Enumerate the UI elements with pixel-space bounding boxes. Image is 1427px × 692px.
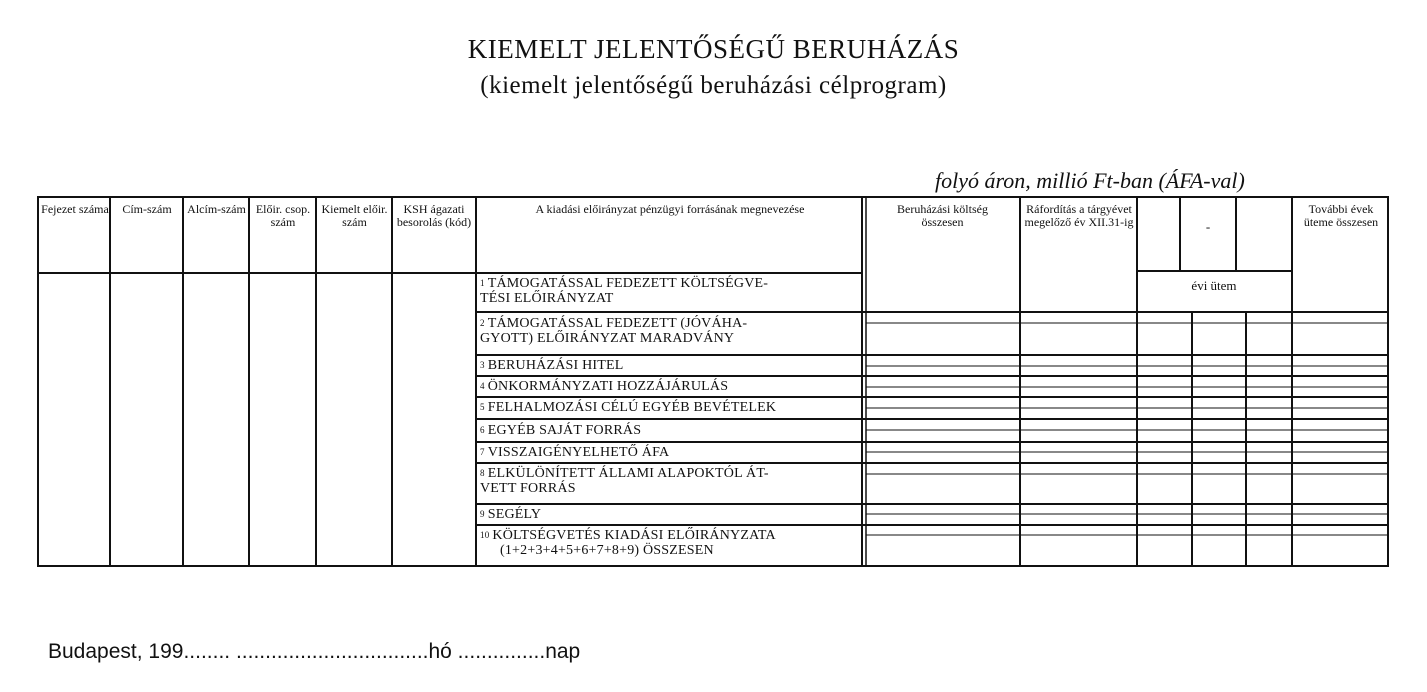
header-kiemelt: Kiemelt előir. szám: [321, 202, 388, 229]
source-row-3: $^3$ BERUHÁZÁSI HITEL: [480, 358, 624, 373]
source-row-1: $^1$ TÁMOGATÁSSAL FEDEZETT KÖLTSÉGVE- TÉSI ELŐIRÁNYZAT: [480, 276, 769, 306]
page-subtitle: (kiemelt jelentőségű beruházási célprogram): [480, 72, 947, 99]
source-row-10: $^{10}$ KÖLTSÉGVETÉS KIADÁSI ELŐIRÁNYZATA (1+2+3+4+5+6+7+8+9) ÖSSZESEN: [480, 528, 776, 558]
footer-date-line: Budapest, 199........ .................................hó ...............nap: [48, 640, 581, 663]
source-row-4: $^4$ ÖNKORMÁNYZATI HOZZÁJÁRULÁS: [480, 379, 729, 394]
header-raforditas: Ráfordítás a tárgyévet megelőző év XII.31-ig: [1024, 202, 1134, 229]
source-row-9: $^9$ SEGÉLY: [480, 507, 542, 522]
header-cim: Cím-szám: [122, 202, 172, 216]
source-row-7: $^7$ VISSZAIGÉNYELHETŐ ÁFA: [480, 445, 670, 460]
header-ksh: KSH ágazati besorolás (kód): [396, 202, 472, 229]
header-alcim: Alcím-szám: [187, 202, 246, 216]
source-row-2: $^2$ TÁMOGATÁSSAL FEDEZETT (JÓVÁHA- GYOTT) ELŐIRÁNYZAT MARADVÁNY: [480, 316, 748, 346]
page-title: KIEMELT JELENTŐSÉGŰ BERUHÁZÁS: [467, 34, 960, 64]
header-eloir-csop: Előir. csop. szám: [255, 202, 311, 229]
header-year-dash: -: [1205, 219, 1211, 234]
source-row-6: $^6$ EGYÉB SAJÁT FORRÁS: [480, 423, 642, 438]
source-row-8: $^8$ ELKÜLÖNÍTETT ÁLLAMI ALAPOKTÓL ÁT- VETT FORRÁS: [480, 466, 769, 496]
header-tovabbi: További évek üteme összesen: [1303, 202, 1379, 229]
source-row-5: $^5$ FELHALMOZÁSI CÉLÚ EGYÉB BEVÉTELEK: [480, 400, 777, 415]
header-fejezet: Fejezet száma: [41, 202, 109, 216]
unit-note: folyó áron, millió Ft-ban (ÁFA-val): [935, 168, 1245, 193]
header-koltseg: Beruházási költség összesen: [897, 202, 988, 229]
header-forras: A kiadási előirányzat pénzügyi forrásának megnevezése: [535, 202, 805, 216]
header-evi-utem: évi ütem: [1191, 278, 1237, 293]
